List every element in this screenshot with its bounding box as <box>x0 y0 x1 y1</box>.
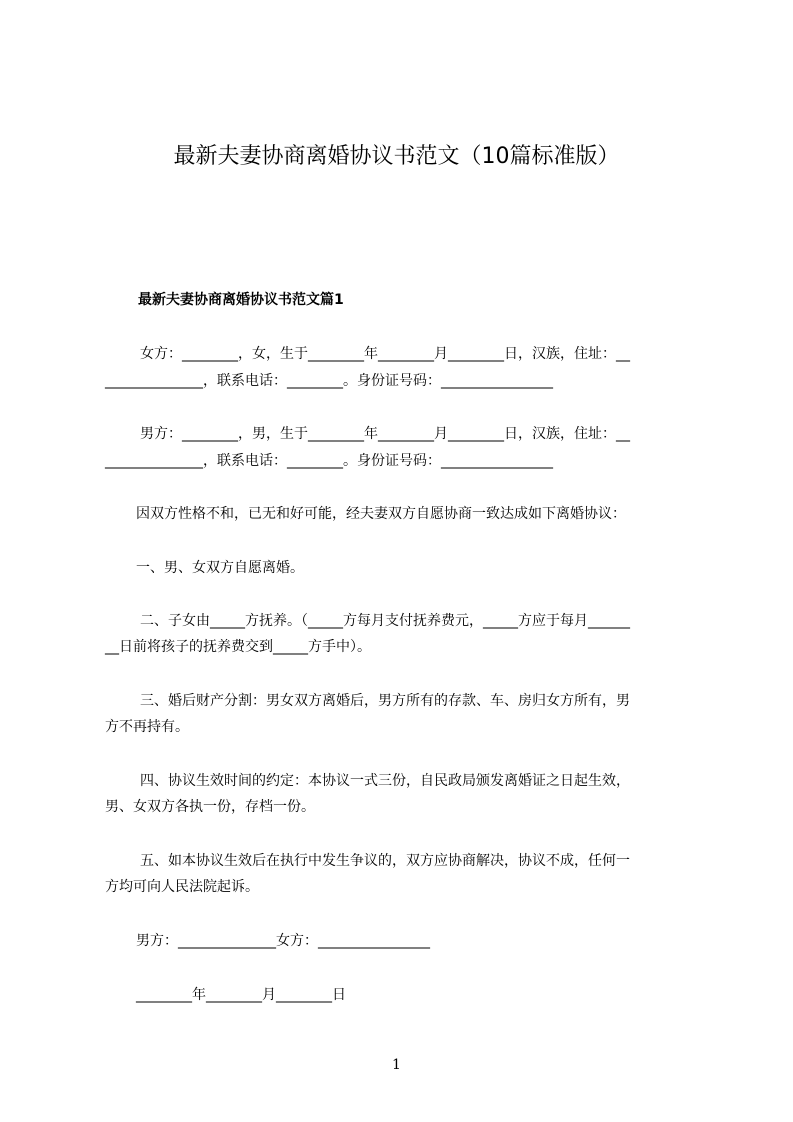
clause-3-line-2: 方不再持有。 <box>105 719 189 735</box>
section-heading: 最新夫妻协商离婚协议书范文篇1 <box>138 292 344 308</box>
male-party-line-1: 男方：________，男，生于________年________月________日，汉族，住址：__ <box>140 426 630 442</box>
clause-5-line-2: 方均可向人民法院起诉。 <box>105 879 259 895</box>
document-title: 最新夫妻协商离婚协议书范文（10篇标准版） <box>173 144 620 169</box>
clause-2-line-1: 二、子女由_____方抚养。（_____方每月支付抚养费元，_____方应于每月______ <box>140 613 630 629</box>
date-line: ________年________月________日 <box>136 987 346 1003</box>
intro-paragraph: 因双方性格不和，已无和好可能，经夫妻双方自愿协商一致达成如下离婚协议： <box>136 506 626 522</box>
page-number: 1 <box>392 1057 401 1073</box>
clause-5-line-1: 五、如本协议生效后在执行中发生争议的，双方应协商解决，协议不成，任何一 <box>140 853 630 869</box>
female-party-line-1: 女方：________，女，生于________年________月________日，汉族，住址：__ <box>140 346 630 362</box>
clause-3-line-1: 三、婚后财产分割：男女双方离婚后，男方所有的存款、车、房归女方所有，男 <box>140 693 630 709</box>
clause-2-line-2: __日前将孩子的抚养费交到_____方手中）。 <box>105 639 371 655</box>
clause-1: 一、男、女双方自愿离婚。 <box>136 560 304 576</box>
clause-4-line-2: 男、女双方各执一份，存档一份。 <box>105 799 315 815</box>
female-party-line-2: ______________，联系电话：________。身份证号码：________________ <box>105 373 553 389</box>
male-party-line-2: ______________，联系电话：________。身份证号码：________________ <box>105 453 553 469</box>
clause-4-line-1: 四、协议生效时间的约定：本协议一式三份，自民政局颁发离婚证之日起生效， <box>140 773 630 789</box>
signature-line: 男方：______________女方：________________ <box>136 933 430 949</box>
